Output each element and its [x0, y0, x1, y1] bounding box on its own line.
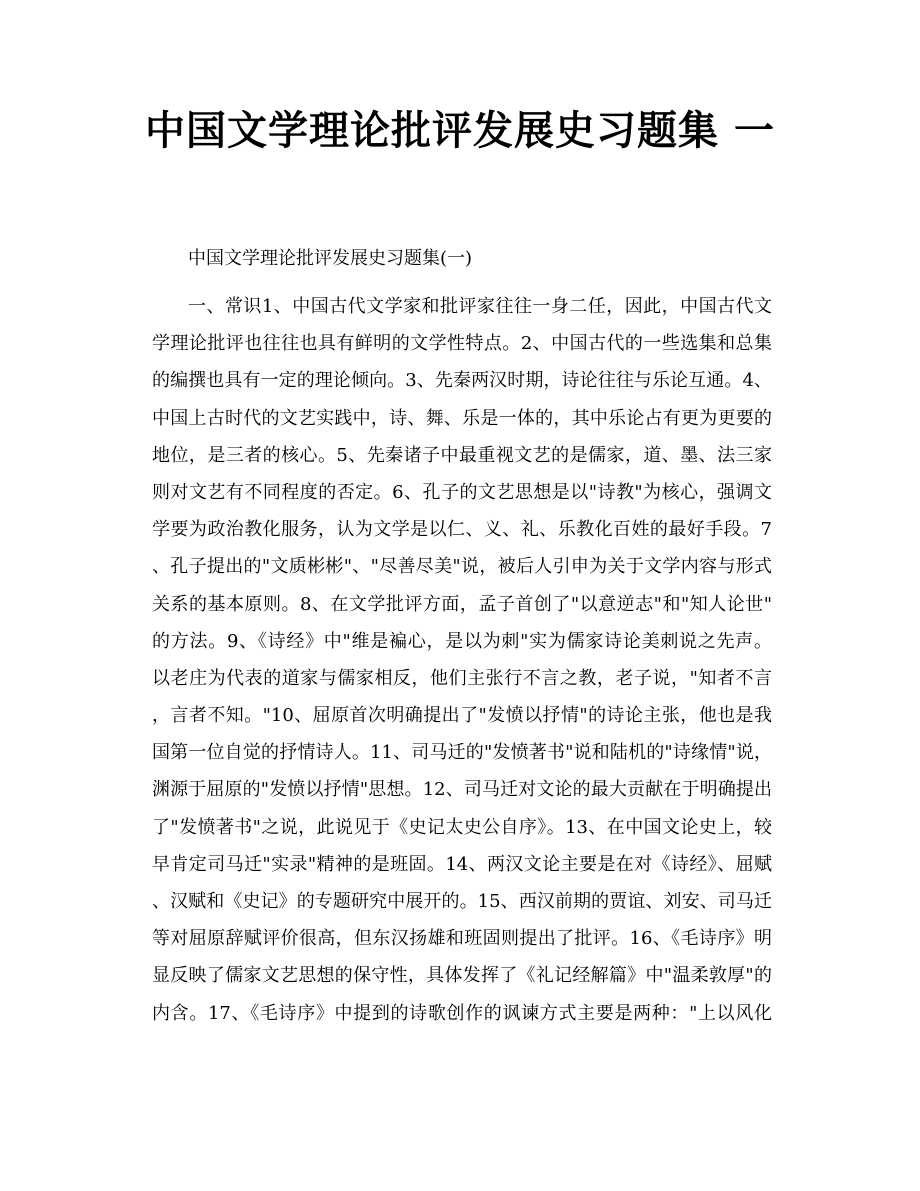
text-line: 学理论批评也往往也具有鲜明的文学性特点。2、中国古代的一些选集和总集 — [152, 333, 772, 355]
text-line: 早肯定司马迁"实录"精神的是班固。14、两汉文论主要是在对《诗经》、屈赋 — [152, 853, 772, 875]
text-line: 学要为政治教化服务，认为文学是以仁、义、礼、乐教化百姓的最好手段。7 — [152, 519, 772, 541]
text-line: 中国上古时代的文艺实践中，诗、舞、乐是一体的，其中乐论占有更为更要的 — [152, 407, 772, 429]
text-line: ，言者不知。"10、屈原首次明确提出了"发愤以抒情"的诗论主张，他也是我 — [152, 705, 772, 727]
text-line: 了"发愤著书"之说，此说见于《史记太史公自序》。13、在中国文论史上，较 — [152, 816, 772, 838]
text-line: 渊源于屈原的"发愤以抒情"思想。12、司马迁对文论的最大贡献在于明确提出 — [152, 779, 772, 801]
text-line: 地位，是三者的核心。5、先秦诸子中最重视文艺的是儒家，道、墨、法三家 — [152, 444, 772, 466]
text-line: 则对文艺有不同程度的否定。6、孔子的文艺思想是以"诗教"为核心，强调文 — [152, 481, 772, 503]
text-line: 内含。17、《毛诗序》中提到的诗歌创作的讽谏方式主要是两种："上以风化 — [152, 1002, 772, 1024]
text-line: 等对屈原辞赋评价很高，但东汉扬雄和班固则提出了批评。16、《毛诗序》明 — [152, 928, 772, 950]
document-title: 中国文学理论批评发展史习题集 一 — [145, 107, 775, 154]
text-line: 一、常识1、中国古代文学家和批评家往往一身二任，因此，中国古代文 — [188, 296, 772, 317]
text-line: 国第一位自觉的抒情诗人。11、司马迁的"发愤著书"说和陆机的"诗缘情"说， — [152, 742, 772, 764]
text-line: 的编撰也具有一定的理论倾向。3、先秦两汉时期，诗论往往与乐论互通。4、 — [152, 370, 772, 392]
body-paragraph — [152, 288, 772, 1032]
text-line: 以老庄为代表的道家与儒家相反，他们主张行不言之教，老子说，"知者不言 — [152, 667, 772, 689]
text-line: 关系的基本原则。8、在文学批评方面，孟子首创了"以意逆志"和"知人论世" — [152, 593, 772, 615]
text-line: 显反映了儒家文艺思想的保守性，具体发挥了《礼记经解篇》中"温柔敦厚"的 — [152, 965, 772, 987]
text-line: 的方法。9、《诗经》中"维是褊心，是以为刺"实为儒家诗论美刺说之先声。 — [152, 630, 772, 652]
text-line: 、汉赋和《史记》的专题研究中展开的。15、西汉前期的贾谊、刘安、司马迁 — [152, 891, 772, 912]
document-subtitle: 中国文学理论批评发展史习题集(一) — [188, 248, 473, 269]
text-line: 、孔子提出的"文质彬彬"、"尽善尽美"说，被后人引申为关于文学内容与形式 — [152, 556, 772, 578]
